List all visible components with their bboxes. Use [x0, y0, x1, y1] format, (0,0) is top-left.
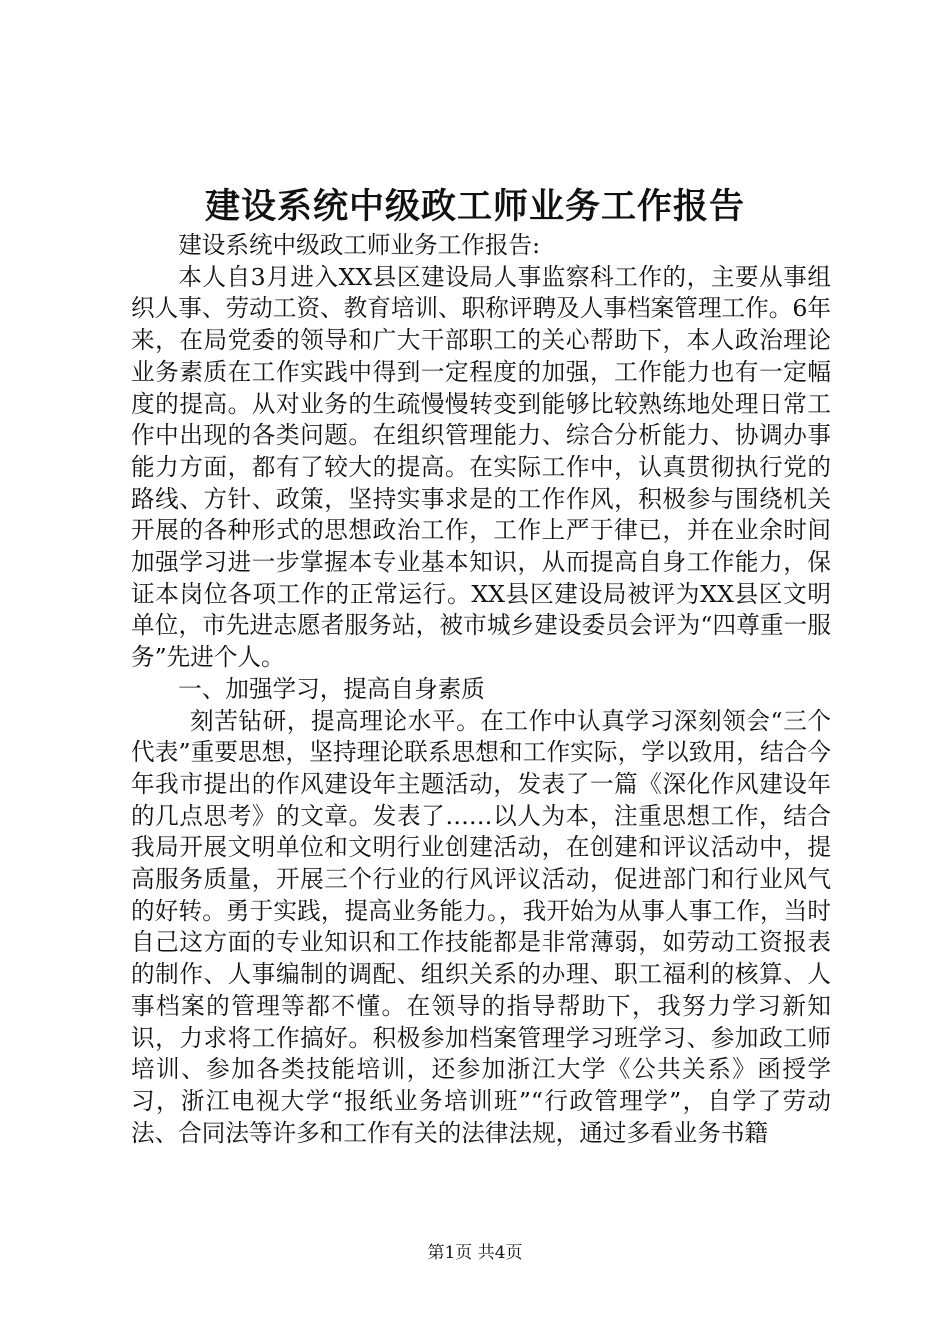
paragraph-introduction: 本人自3月进入XX县区建设局人事监察科工作的，主要从事组织人事、劳动工资、教育培训、职称评聘及人事档案管理工作。6年来，在局党委的领导和广大干部职工的关心帮助下，本人政治理论业务素质在工作实践中得到一定程度的加强，工作能力也有一定幅度的提高。从对业务的生疏慢慢转变到能够比较熟练地处理日常工作中出现的各类问题。在组织管理能力、综合分析能力、协调办事能力方面，都有了较大的提高。在实际工作中，认真贯彻执行党的路线、方针、政策，坚持实事求是的工作作风，积极参与围绕机关开展的各种形式的思想政治工作，工作上严于律已，并在业余时间加强学习进一步掌握本专业基本知识，从而提高自身工作能力，保证本岗位各项工作的正常运行。XX县区建设局被评为XX县区文明单位，市先进志愿者服务站，被市城乡建设委员会评为“四尊重一服务”先进个人。	[131, 262, 831, 672]
document-title: 建设系统中级政工师业务工作报告	[204, 186, 745, 227]
page-number-footer: 第1页 共4页	[427, 1243, 523, 1263]
paragraph-heading-line: 建设系统中级政工师业务工作报告:	[178, 231, 541, 259]
section-heading-study: 一、加强学习，提高自身素质	[178, 674, 485, 703]
document-body	[131, 230, 831, 1149]
paragraph-study-details: 刻苦钻研，提高理论水平。在工作中认真学习深刻领会“三个代表”重要思想，坚持理论联系思想和工作实际，学以致用，结合今年我市提出的作风建设年主题活动，发表了一篇《深化作风建设年的几点思考》的文章。发表了……以人为本，注重思想工作，结合我局开展文明单位和文明行业创建活动，在创建和评议活动中，提高服务质量，开展三个行业的行风评议活动，促进部门和行业风气的好转。勇于实践，提高业务能力。，我开始为从事人事工作，当时自己这方面的专业知识和工作技能都是非常薄弱，如劳动工资报表的制作、人事编制的调配、组织关系的办理、职工福利的核算、人事档案的管理等都不懂。在领导的指导帮助下，我努力学习新知识，力求将工作搞好。积极参加档案管理学习班学习、参加政工师培训、参加各类技能培训，还参加浙江大学《公共关系》函授学习，浙江电视大学“报纸业务培训班”“行政管理学”，自学了劳动法、合同法等许多和工作有关的法律法规，通过多看业务书籍	[131, 706, 831, 1147]
